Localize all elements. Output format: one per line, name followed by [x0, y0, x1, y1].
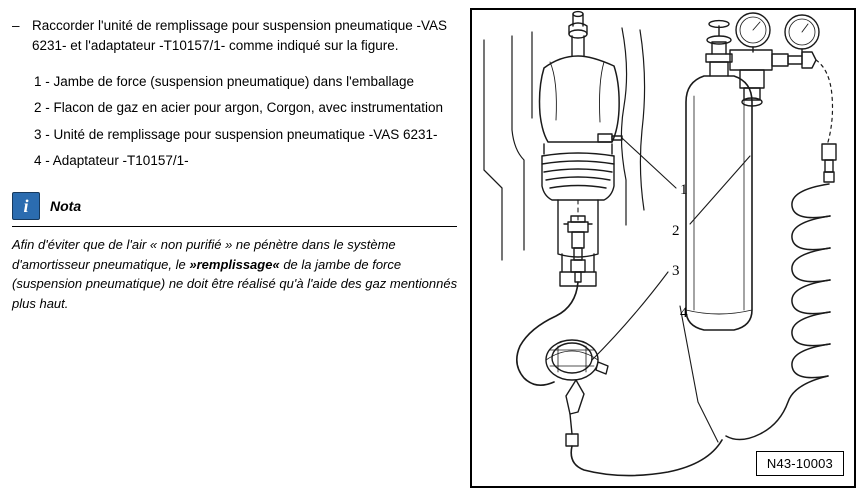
instruction-bullet — [12, 16, 458, 55]
figure-panel — [470, 8, 856, 488]
note-divider — [12, 226, 457, 227]
note-title: Nota — [50, 198, 82, 215]
callout-3: 3 — [672, 263, 680, 279]
note-body-emphasis: »remplissage« — [189, 256, 280, 272]
list-item: 3 - Unité de remplissage pour suspension pneumatique -VAS 6231- — [34, 126, 438, 142]
note-body-part2: de la jambe de force (suspension pneumatique) ne doit être réalisé qu'à l'aide des gaz mentionnés plus haut. — [12, 256, 458, 311]
note-body — [12, 235, 462, 313]
note-block — [12, 192, 458, 313]
info-icon-glyph: i — [23, 196, 29, 217]
figure-legend-list — [34, 69, 458, 174]
instruction-text: Raccorder l'unité de remplissage pour suspension pneumatique -VAS 6231- et l'adaptateur -T10157/1- comme indiqué sur la figure. — [32, 18, 448, 53]
callout-2: 2 — [672, 223, 680, 239]
list-item: 1 - Jambe de force (suspension pneumatique) dans l'emballage — [34, 74, 415, 90]
info-icon — [12, 192, 40, 220]
callout-1: 1 — [680, 182, 688, 198]
note-header — [12, 192, 458, 220]
list-item: 2 - Flacon de gaz en acier pour argon, Corgon, avec instrumentation — [34, 100, 443, 116]
note-body-part1: Afin d'éviter que de l'air « non purifié » ne pénètre dans le système d'amortisseur pneumatique, le — [12, 237, 396, 272]
figure-code: N43-10003 — [756, 451, 844, 476]
figure-illustration — [472, 10, 854, 486]
bullet-dash-icon: – — [12, 18, 20, 33]
callout-4: 4 — [680, 305, 688, 321]
list-item: 4 - Adaptateur -T10157/1- — [34, 153, 189, 169]
